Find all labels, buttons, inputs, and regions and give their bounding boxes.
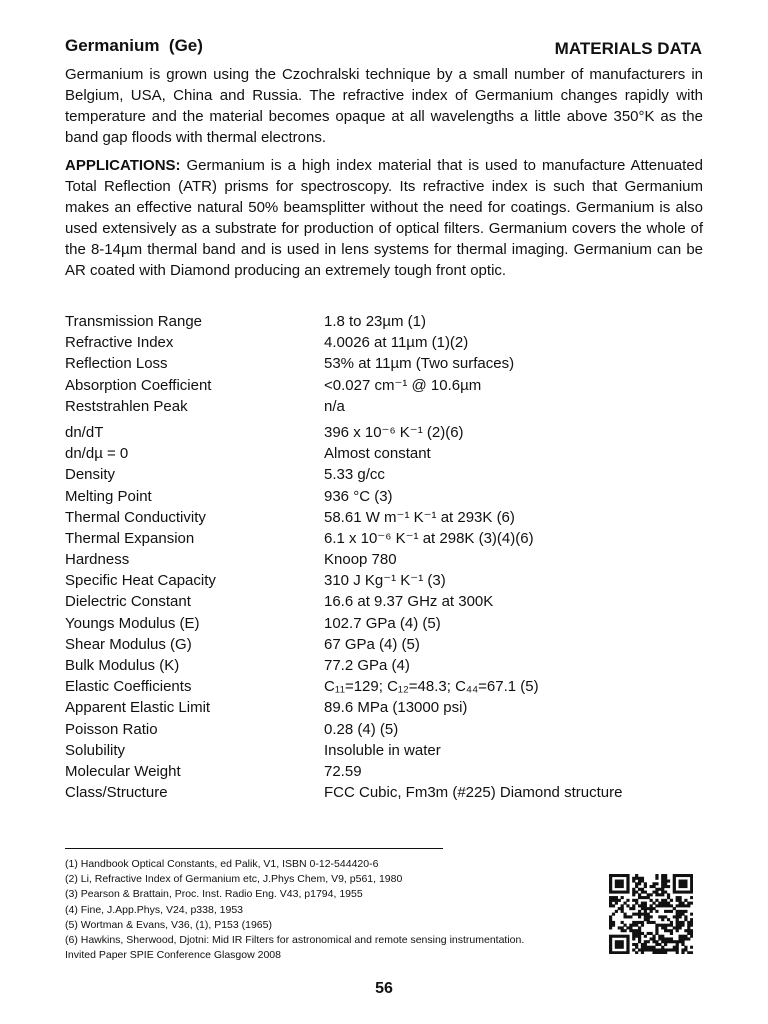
property-row bbox=[65, 507, 705, 528]
property-row bbox=[65, 740, 705, 761]
property-value: 310 J Kg⁻¹ K⁻¹ (3) bbox=[324, 572, 446, 590]
property-value: C₁₁=129; C₁₂=48.3; C₄₄=67.1 (5) bbox=[324, 678, 539, 696]
footnote: (3) Pearson & Brattain, Proc. Inst. Radio Eng. V43, p1794, 1955 bbox=[65, 888, 363, 901]
property-value: 6.1 x 10⁻⁶ K⁻¹ at 298K (3)(4)(6) bbox=[324, 529, 534, 547]
footnote: (2) Li, Refractive Index of Germanium etc, J.Phys Chem, V9, p561, 1980 bbox=[65, 873, 403, 886]
property-row bbox=[65, 761, 705, 782]
property-name: Thermal Expansion bbox=[65, 529, 195, 547]
property-row bbox=[65, 528, 705, 549]
property-name: Bulk Modulus (K) bbox=[65, 657, 180, 674]
property-value: 72.59 bbox=[324, 762, 362, 780]
property-name: Thermal Conductivity bbox=[65, 508, 206, 526]
applications-text: Germanium is a high index material that is used to manufacture Attenuated Total Reflection (ATR) prisms for spectroscopy. Its refractive index is such that Germanium makes an effective natural 50% beamsplitter without the need for coatings. Germanium is also used extensively as a substrate for production of optical filters. Germanium covers the whole of the 8-14µm thermal band and is used in lens systems for thermal imaging. Germanium can be AR coated with Diamond producing an extremely tough front optic. bbox=[65, 157, 703, 279]
property-value: <0.027 cm⁻¹ @ 10.6µm bbox=[324, 376, 482, 394]
footnote: (1) Handbook Optical Constants, ed Palik, V1, ISBN 0-12-544420-6 bbox=[65, 858, 379, 870]
property-value: FCC Cubic, Fm3m (#225) Diamond structure bbox=[324, 784, 623, 802]
property-value: 4.0026 at 11µm (1)(2) bbox=[324, 334, 469, 352]
property-value: 58.61 W m⁻¹ K⁻¹ at 293K (6) bbox=[324, 508, 515, 526]
property-name: dn/dT bbox=[65, 423, 104, 441]
applications-paragraph bbox=[65, 155, 703, 281]
property-name: Molecular Weight bbox=[65, 762, 181, 780]
property-row bbox=[65, 332, 705, 353]
qr-code-icon bbox=[609, 874, 693, 954]
page-number: 56 bbox=[375, 980, 393, 997]
property-value: 5.33 g/cc bbox=[324, 466, 385, 484]
property-value: 53% at 11µm (Two surfaces) bbox=[324, 355, 515, 373]
property-value: 16.6 at 9.37 GHz at 300K bbox=[324, 593, 494, 611]
footnote-divider bbox=[65, 848, 443, 849]
property-name: Apparent Elastic Limit bbox=[65, 699, 211, 717]
property-name: Hardness bbox=[65, 551, 130, 569]
property-row bbox=[65, 719, 705, 740]
property-name: Shear Modulus (G) bbox=[65, 635, 192, 653]
property-row bbox=[65, 655, 705, 676]
footnote: (5) Wortman & Evans, V36, (1), P153 (1965) bbox=[65, 918, 272, 931]
property-row bbox=[65, 634, 705, 655]
footnote: (6) Hawkins, Sherwood, Djotni: Mid IR Filters for astronomical and remote sensing instrumentation. bbox=[65, 934, 525, 947]
properties-table bbox=[65, 311, 705, 803]
property-row bbox=[65, 676, 705, 697]
property-value: 102.7 GPa (4) (5) bbox=[324, 614, 441, 632]
applications-label: APPLICATIONS: bbox=[65, 157, 181, 174]
property-name: Transmission Range bbox=[65, 313, 202, 330]
property-value: 89.6 MPa (13000 psi) bbox=[324, 699, 468, 717]
intro-paragraph: Germanium is grown using the Czochralski technique by a small number of manufacturers in Belgium, USA, China and Russia. The refractive index of Germanium changes rapidly with temperature and the material becomes opaque at all wavelengths a little above 350°K as the band gap floods with thermal electrons. bbox=[65, 66, 703, 146]
property-name: Density bbox=[65, 466, 116, 484]
property-name: Elastic Coefficients bbox=[65, 678, 192, 696]
property-row bbox=[65, 613, 705, 634]
property-row bbox=[65, 591, 705, 612]
property-value: 67 GPa (4) (5) bbox=[324, 635, 420, 653]
property-row bbox=[65, 311, 705, 332]
footnote: (4) Fine, J.App.Phys, V24, p338, 1953 bbox=[65, 903, 244, 916]
property-name: Specific Heat Capacity bbox=[65, 572, 216, 590]
property-row bbox=[65, 486, 705, 507]
property-row bbox=[65, 443, 705, 464]
property-value: 0.28 (4) (5) bbox=[324, 720, 399, 738]
property-value: Insoluble in water bbox=[324, 741, 441, 759]
property-name: Class/Structure bbox=[65, 784, 168, 802]
property-row bbox=[65, 549, 705, 570]
property-name: Solubility bbox=[65, 741, 126, 759]
property-name: dn/dµ = 0 bbox=[65, 445, 129, 463]
property-value: Almost constant bbox=[324, 445, 431, 463]
property-name: Reflection Loss bbox=[65, 355, 168, 373]
property-row bbox=[65, 464, 705, 485]
property-name: Reststrahlen Peak bbox=[65, 397, 188, 415]
footnotes bbox=[65, 857, 605, 963]
page-title: Germanium (Ge) bbox=[65, 36, 203, 55]
property-row bbox=[65, 570, 705, 591]
property-value: n/a bbox=[324, 397, 345, 415]
property-name: Refractive Index bbox=[65, 334, 174, 352]
property-row bbox=[65, 782, 705, 803]
property-value: Knoop 780 bbox=[324, 551, 397, 569]
property-name: Dielectric Constant bbox=[65, 593, 191, 611]
property-value: 1.8 to 23µm (1) bbox=[324, 313, 427, 330]
property-value: 396 x 10⁻⁶ K⁻¹ (2)(6) bbox=[324, 423, 464, 441]
property-row bbox=[65, 375, 705, 396]
property-name: Absorption Coefficient bbox=[65, 376, 212, 394]
property-row bbox=[65, 396, 705, 417]
property-value: 936 °C (3) bbox=[324, 487, 393, 505]
property-row bbox=[65, 422, 705, 443]
footnote: Invited Paper SPIE Conference Glasgow 2008 bbox=[65, 949, 281, 962]
property-name: Melting Point bbox=[65, 487, 152, 505]
property-row bbox=[65, 697, 705, 718]
property-name: Poisson Ratio bbox=[65, 720, 158, 738]
property-row bbox=[65, 353, 705, 374]
property-value: 77.2 GPa (4) bbox=[324, 657, 410, 674]
property-name: Youngs Modulus (E) bbox=[65, 614, 200, 632]
section-header: MATERIALS DATA bbox=[554, 39, 702, 58]
